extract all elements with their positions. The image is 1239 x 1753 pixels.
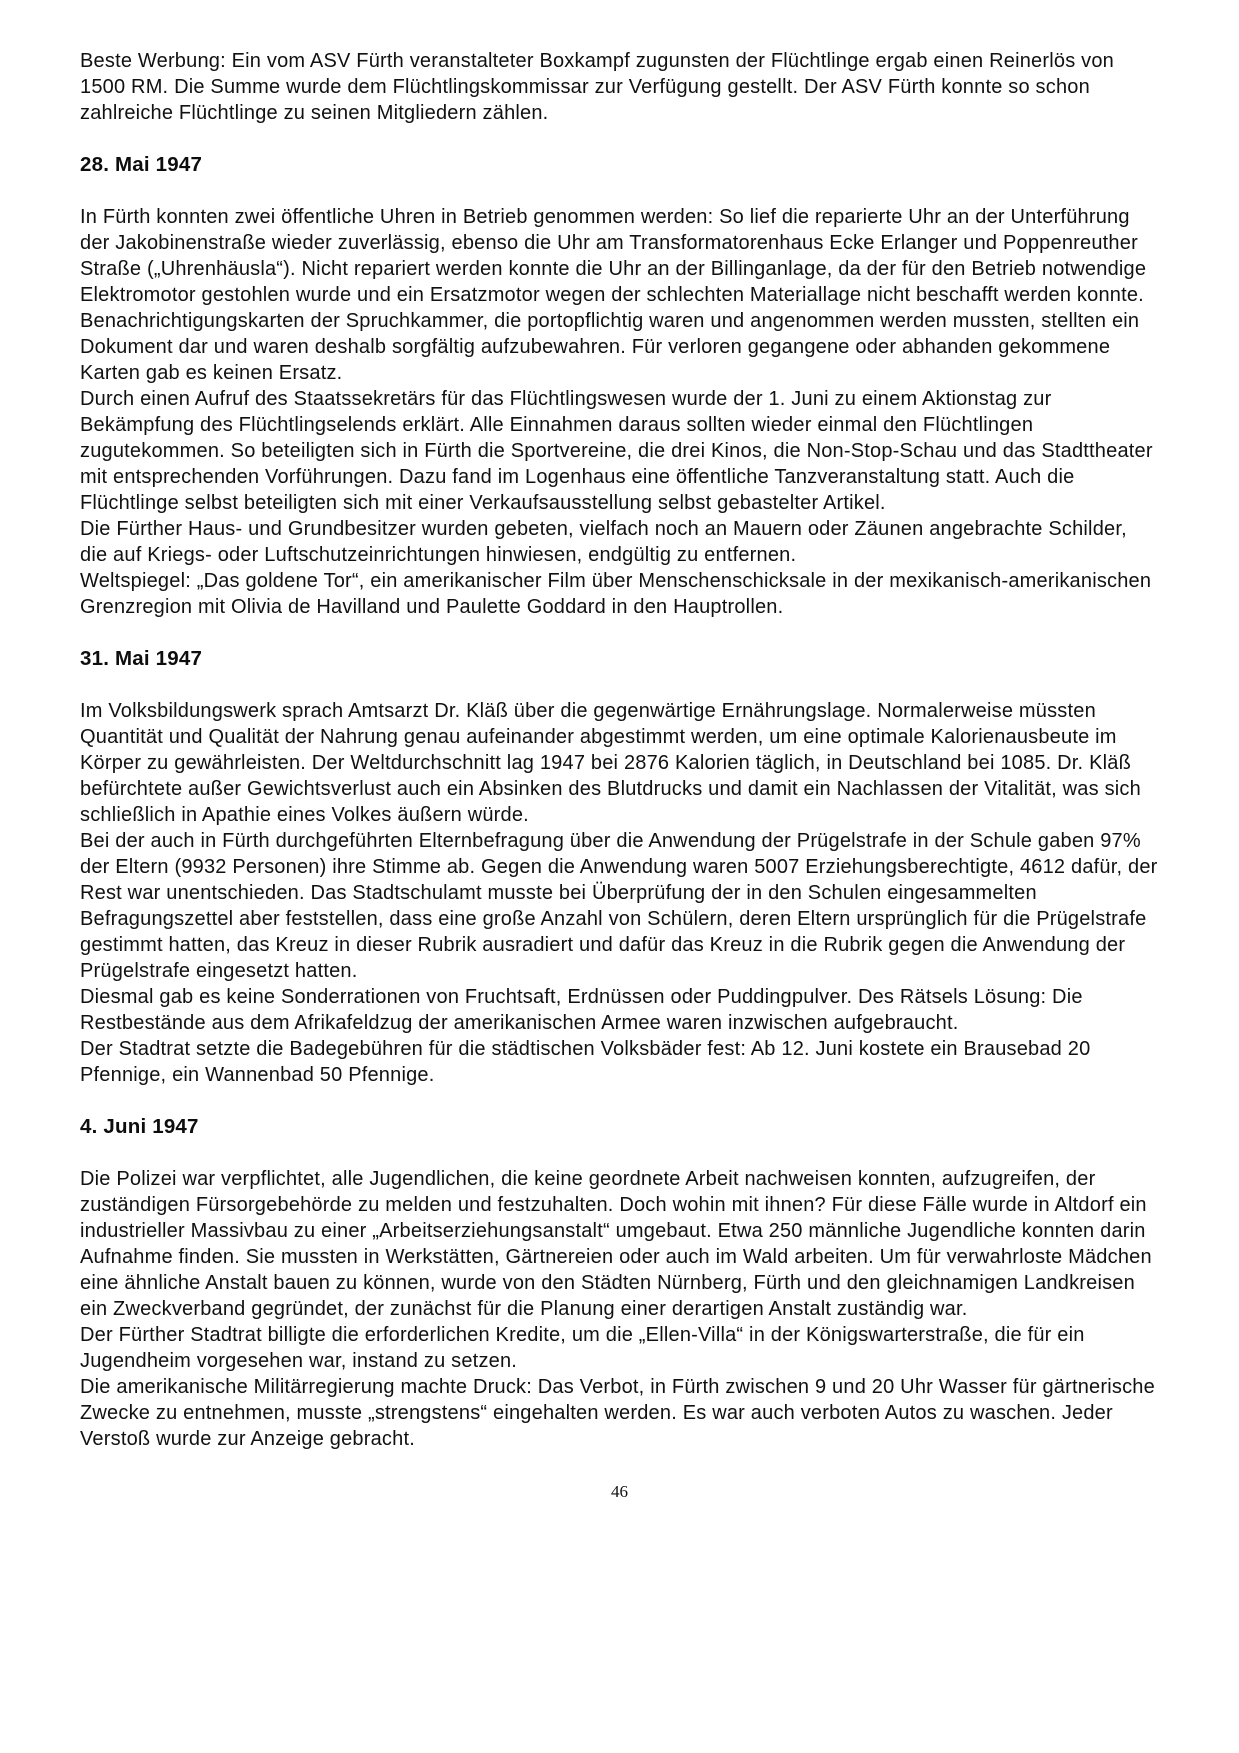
intro-paragraph: Beste Werbung: Ein vom ASV Fürth veranstalteter Boxkampf zugunsten der Flüchtlinge ergab einen Reinerlös von 1500 RM. Die Summe wurde dem Flüchtlingskommissar zur Verfügung gestellt. Der ASV Fürth konnte so schon zahlreiche Flüchtlinge zu seinen Mitgliedern zählen.	[80, 50, 1115, 124]
page-number: 46	[611, 1482, 628, 1501]
body-paragraph: Die Polizei war verpflichtet, alle Jugendlichen, die keine geordnete Arbeit nachweisen konnten, aufzugreifen, der zuständigen Fürsorgebehörde zu melden und festzuhalten. Doch wohin mit ihnen? Für diese Fälle wurde in Altdorf ein industrieller Massivbau zu einer „Arbeitserziehungsanstalt“ umgebaut. Etwa 250 männliche Jugendliche konnten darin Aufnahme finden. Sie mussten in Werkstätten, Gärtnereien oder auch im Wald arbeiten. Um für verwahrloste Mädchen eine ähnliche Anstalt bauen zu können, wurde von den Städten Nürnberg, Fürth und den gleichnamigen Landkreisen ein Zweckverband gegründet, der zunächst für die Planung einer derartigen Anstalt zuständig war.	[80, 1168, 1152, 1320]
body-paragraph: Die Fürther Haus- und Grundbesitzer wurden gebeten, vielfach noch an Mauern oder Zäunen angebrachte Schilder, die auf Kriegs- oder Luftschutzeinrichtungen hinwiesen, endgültig zu entfernen.	[80, 518, 1127, 566]
body-paragraph: Weltspiegel: „Das goldene Tor“, ein amerikanischer Film über Menschenschicksale in der mexikanisch-amerikanischen Grenzregion mit Olivia de Havilland und Paulette Goddard in den Hauptrollen.	[80, 570, 1152, 618]
section-date-heading: 4. Juni 1947	[80, 1115, 199, 1138]
body-paragraph: Benachrichtigungskarten der Spruchkammer, die portopflichtig waren und angenommen werden mussten, stellten ein Dokument dar und waren deshalb sorgfältig aufzubewahren. Für verloren gegangene oder abhanden gekommene Karten gab es keinen Ersatz.	[80, 310, 1140, 384]
body-paragraph: Der Fürther Stadtrat billigte die erforderlichen Kredite, um die „Ellen-Villa“ in der Königswarterstraße, die für ein Jugendheim vorgesehen war, instand zu setzen.	[80, 1324, 1085, 1372]
sections-container	[80, 152, 1159, 1452]
section-date-heading: 31. Mai 1947	[80, 647, 203, 670]
body-paragraph: Der Stadtrat setzte die Badegebühren für die städtischen Volksbäder fest: Ab 12. Juni kostete ein Brausebad 20 Pfennige, ein Wannenbad 50 Pfennige.	[80, 1038, 1091, 1086]
section-date-heading: 28. Mai 1947	[80, 153, 203, 176]
body-paragraph: Im Volksbildungswerk sprach Amtsarzt Dr. Kläß über die gegenwärtige Ernährungslage. Normalerweise müssten Quantität und Qualität der Nahrung genau aufeinander abgestimmt werden, um eine optimale Kalorienausbeute im Körper zu gewährleisten. Der Weltdurchschnitt lag 1947 bei 2876 Kalorien täglich, in Deutschland bei 1085. Dr. Kläß befürchtete außer Gewichtsverlust auch ein Absinken des Blutdrucks und damit ein Nachlassen der Vitalität, was sich schließlich in Apathie eines Volkes äußern würde.	[80, 700, 1141, 826]
body-paragraph: Die amerikanische Militärregierung machte Druck: Das Verbot, in Fürth zwischen 9 und 20 Uhr Wasser für gärtnerische Zwecke zu entnehmen, musste „strengstens“ eingehalten werden. Es war auch verboten Autos zu waschen. Jeder Verstoß wurde zur Anzeige gebracht.	[80, 1376, 1155, 1450]
body-paragraph: Durch einen Aufruf des Staatssekretärs für das Flüchtlingswesen wurde der 1. Juni zu einem Aktionstag zur Bekämpfung des Flüchtlingselends erklärt. Alle Einnahmen daraus sollten wieder einmal den Flüchtlingen zugutekommen. So beteiligten sich in Fürth die Sportvereine, die drei Kinos, die Non-Stop-Schau und das Stadttheater mit entsprechenden Vorführungen. Dazu fand im Logenhaus eine öffentliche Tanzveranstaltung statt. Auch die Flüchtlinge selbst beteiligten sich mit einer Verkaufsausstellung selbst gebastelter Artikel.	[80, 388, 1153, 514]
body-paragraph: Diesmal gab es keine Sonderrationen von Fruchtsaft, Erdnüssen oder Puddingpulver. Des Rätsels Lösung: Die Restbestände aus dem Afrikafeldzug der amerikanischen Armee waren inzwischen aufgebraucht.	[80, 986, 1083, 1034]
body-paragraph: In Fürth konnten zwei öffentliche Uhren in Betrieb genommen werden: So lief die reparierte Uhr an der Unterführung der Jakobinenstraße wieder zuverlässig, ebenso die Uhr am Transformatorenhaus Ecke Erlanger und Poppenreuther Straße („Uhrenhäusla“). Nicht repariert werden konnte die Uhr an der Billinganlage, da der für den Betrieb notwendige Elektromotor gestohlen wurde und ein Ersatzmotor wegen der schlechten Materiallage nicht beschafft werden konnte.	[80, 206, 1147, 306]
body-paragraph: Bei der auch in Fürth durchgeführten Elternbefragung über die Anwendung der Prügelstrafe in der Schule gaben 97% der Eltern (9932 Personen) ihre Stimme ab. Gegen die Anwendung waren 5007 Erziehungsberechtigte, 4612 dafür, der Rest war unentschieden. Das Stadtschulamt musste bei Überprüfung der in den Schulen eingesammelten Befragungszettel aber feststellen, dass eine große Anzahl von Schülern, deren Eltern ursprünglich für die Prügelstrafe gestimmt hatten, das Kreuz in dieser Rubrik ausradiert und dafür das Kreuz in die Rubrik gegen die Anwendung der Prügelstrafe eingesetzt hatten.	[80, 830, 1158, 982]
